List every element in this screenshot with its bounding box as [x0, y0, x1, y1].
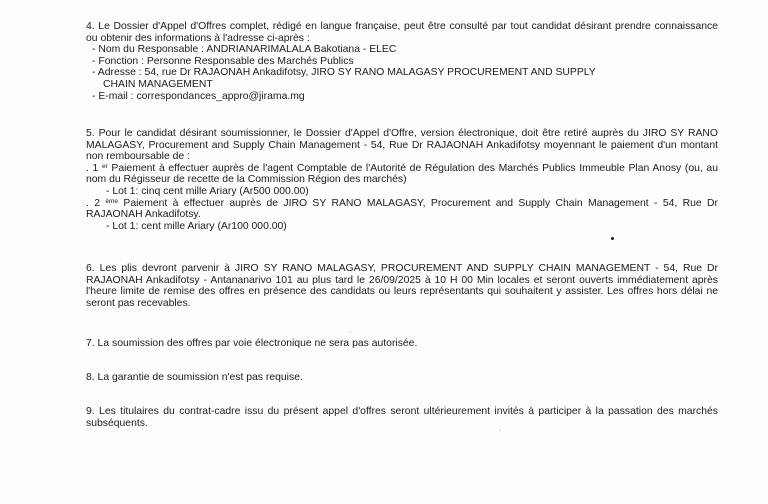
section-7 [86, 338, 718, 350]
section-8 [86, 372, 718, 384]
section-6-text: 6. Les plis devront parvenir à JIRO SY RANO MALAGASY, PROCUREMENT AND SUPPLY CHAIN MANAGEMENT - 54, Rue Dr RAJAONAH Ankadifotsy - Antananarivo 101 au plus tard le 26/09/2025 à 10 H 00 Min locales et seront ouverts immédiatement après l'heure limite de remise des offres en présence des candidats ou leurs représentants qui souhaitent y assister. Les offres hors délai ne seront pas recevables. [86, 263, 718, 309]
payment-1-ordinal: er [101, 162, 108, 170]
payment-2-number: . 2 [86, 197, 101, 209]
section-7-text: 7. La soumission des offres par voie électronique ne sera pas autorisée. [86, 338, 418, 349]
responsable-email: - E-mail : correspondances_appro@jirama.mg [92, 90, 305, 102]
section-5-intro: 5. Pour le candidat désirant soumissionner, le Dossier d'Appel d'Offre, version électronique, doit être retiré auprès du JIRO SY RANO MALAGASY, Procurement and Supply Chain Management - 54, Rue Dr RAJAONAH Ankadifotsy moyennant le paiement d'un montant non remboursable de : [86, 128, 718, 163]
payment-2 [86, 198, 718, 221]
payment-2-lot: - Lot 1: cent mille Ariary (Ar100 000.00) [106, 220, 287, 232]
responsable-nom: - Nom du Responsable : ANDRIANARIMALALA Bakotiana - ELEC [92, 44, 397, 56]
responsable-adresse-continued: CHAIN MANAGEMENT [103, 78, 213, 90]
section-9 [86, 406, 718, 429]
payment-1-lot: - Lot 1: cinq cent mille Ariary (Ar500 000.00) [106, 185, 309, 197]
payment-2-ordinal: ème [105, 197, 119, 205]
section-9-text: 9. Les titulaires du contrat-cadre issu du présent appel d'offres seront ultérieurement invités à participer à la passation des marchés subséquents. [86, 406, 718, 429]
scan-speck [611, 237, 614, 240]
payment-1-text: Paiement à effectuer auprès de l'agent Comptable de l'Autorité de Régulation des Marchés Publics Immeuble Plan Anosy (ou, au nom du Régisseur de recette de la Commission Région des marchés) [86, 162, 718, 186]
payment-2-text: Paiement à effectuer auprès de JIRO SY RANO MALAGASY, Procurement and Supply Chain Management - 54, Rue Dr RAJAONAH Ankadifotsy. [86, 197, 719, 221]
scan-speck [350, 331, 351, 332]
section-8-text: 8. La garantie de soumission n'est pas requise. [86, 372, 303, 383]
section-4-intro: 4. Le Dossier d'Appel d'Offres complet, rédigé en langue française, peut être consulté par tout candidat désirant prendre connaissance ou obtenir des informations à l'adresse ci-après : [86, 21, 718, 44]
section-6 [86, 263, 718, 309]
section-4 [86, 21, 718, 102]
payment-1 [86, 163, 718, 186]
scan-speck [499, 430, 500, 431]
payment-1-number: . 1 [86, 162, 99, 174]
responsable-fonction: - Fonction : Personne Responsable des Marchés Publics [92, 55, 354, 67]
responsable-adresse: - Adresse : 54, rue Dr RAJAONAH Ankadifotsy, JIRO SY RANO MALAGASY PROCUREMENT AND SUPPLY [92, 67, 596, 79]
section-5 [86, 128, 718, 232]
